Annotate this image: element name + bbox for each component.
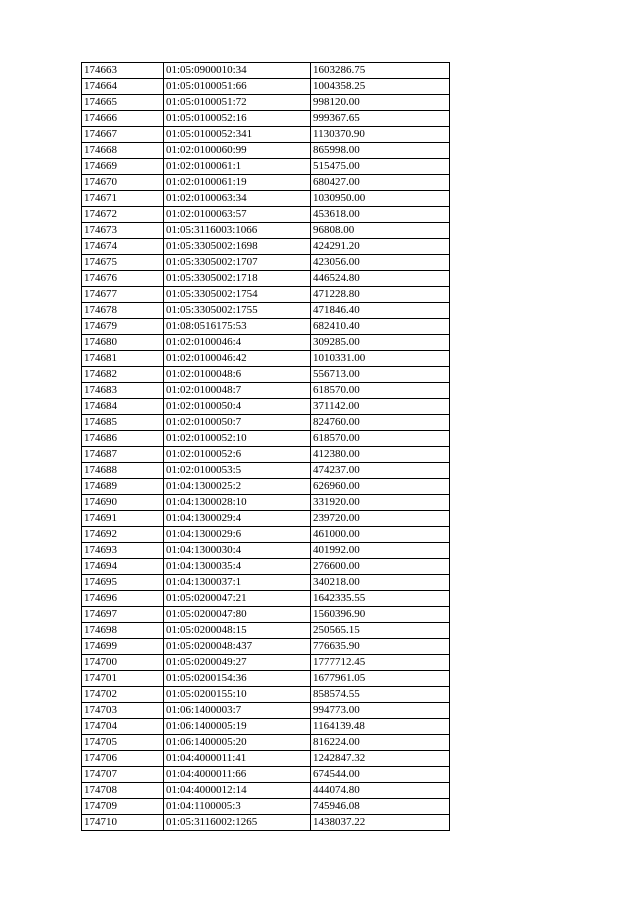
table-row	[82, 239, 450, 255]
table-row	[82, 303, 450, 319]
table-row	[82, 799, 450, 815]
value-cell: 1438037.22	[311, 815, 450, 831]
value-cell: 776635.90	[311, 639, 450, 655]
table-row	[82, 319, 450, 335]
value-cell: 371142.00	[311, 399, 450, 415]
value-cell: 471846.40	[311, 303, 450, 319]
cadastral-number-cell: 01:02:0100063:34	[164, 191, 311, 207]
cadastral-number-cell: 01:02:0100050:4	[164, 399, 311, 415]
value-cell: 250565.15	[311, 623, 450, 639]
cadastral-number-cell: 01:04:4000011:41	[164, 751, 311, 767]
cadastral-number-cell: 01:05:0200048:437	[164, 639, 311, 655]
cadastral-number-cell: 01:05:3305002:1698	[164, 239, 311, 255]
row-number-cell: 174668	[82, 143, 164, 159]
value-cell: 412380.00	[311, 447, 450, 463]
value-cell: 453618.00	[311, 207, 450, 223]
cadastral-number-cell: 01:05:0200155:10	[164, 687, 311, 703]
table-row	[82, 511, 450, 527]
value-cell: 999367.65	[311, 111, 450, 127]
cadastral-number-cell: 01:04:1300025:2	[164, 479, 311, 495]
document-page	[81, 62, 449, 831]
row-number-cell: 174666	[82, 111, 164, 127]
table-row	[82, 447, 450, 463]
value-cell: 96808.00	[311, 223, 450, 239]
cadastral-number-cell: 01:05:0200154:36	[164, 671, 311, 687]
value-cell: 682410.40	[311, 319, 450, 335]
value-cell: 239720.00	[311, 511, 450, 527]
row-number-cell: 174681	[82, 351, 164, 367]
value-cell: 446524.80	[311, 271, 450, 287]
cadastral-number-cell: 01:05:0200048:15	[164, 623, 311, 639]
table-row	[82, 111, 450, 127]
cadastral-number-cell: 01:05:0100052:341	[164, 127, 311, 143]
cadastral-number-cell: 01:02:0100052:6	[164, 447, 311, 463]
cadastral-number-cell: 01:02:0100048:6	[164, 367, 311, 383]
value-cell: 424291.20	[311, 239, 450, 255]
table-row	[82, 591, 450, 607]
row-number-cell: 174704	[82, 719, 164, 735]
row-number-cell: 174670	[82, 175, 164, 191]
cadastral-number-cell: 01:05:3305002:1754	[164, 287, 311, 303]
value-cell: 1010331.00	[311, 351, 450, 367]
row-number-cell: 174693	[82, 543, 164, 559]
table-row	[82, 415, 450, 431]
cadastral-number-cell: 01:05:3116003:1066	[164, 223, 311, 239]
row-number-cell: 174698	[82, 623, 164, 639]
value-cell: 998120.00	[311, 95, 450, 111]
row-number-cell: 174672	[82, 207, 164, 223]
value-cell: 618570.00	[311, 383, 450, 399]
table-row	[82, 63, 450, 79]
value-cell: 276600.00	[311, 559, 450, 575]
row-number-cell: 174710	[82, 815, 164, 831]
table-row	[82, 159, 450, 175]
row-number-cell: 174671	[82, 191, 164, 207]
cadastral-number-cell: 01:06:1400005:20	[164, 735, 311, 751]
row-number-cell: 174688	[82, 463, 164, 479]
cadastral-number-cell: 01:05:3305002:1755	[164, 303, 311, 319]
cadastral-number-cell: 01:02:0100046:4	[164, 335, 311, 351]
cadastral-number-cell: 01:02:0100050:7	[164, 415, 311, 431]
cadastral-number-cell: 01:02:0100061:19	[164, 175, 311, 191]
table-row	[82, 671, 450, 687]
cadastral-number-cell: 01:05:0200047:21	[164, 591, 311, 607]
row-number-cell: 174707	[82, 767, 164, 783]
row-number-cell: 174694	[82, 559, 164, 575]
table-row	[82, 79, 450, 95]
value-cell: 1603286.75	[311, 63, 450, 79]
row-number-cell: 174706	[82, 751, 164, 767]
cadastral-number-cell: 01:02:0100061:1	[164, 159, 311, 175]
row-number-cell: 174699	[82, 639, 164, 655]
table-row	[82, 479, 450, 495]
row-number-cell: 174709	[82, 799, 164, 815]
table-row	[82, 255, 450, 271]
cadastral-number-cell: 01:02:0100046:42	[164, 351, 311, 367]
table-row	[82, 271, 450, 287]
row-number-cell: 174691	[82, 511, 164, 527]
value-cell: 1030950.00	[311, 191, 450, 207]
table-row	[82, 687, 450, 703]
cadastral-number-cell: 01:05:0100051:66	[164, 79, 311, 95]
row-number-cell: 174669	[82, 159, 164, 175]
value-cell: 816224.00	[311, 735, 450, 751]
row-number-cell: 174685	[82, 415, 164, 431]
value-cell: 444074.80	[311, 783, 450, 799]
value-cell: 1242847.32	[311, 751, 450, 767]
value-cell: 618570.00	[311, 431, 450, 447]
table-row	[82, 815, 450, 831]
table-row	[82, 175, 450, 191]
table-row	[82, 639, 450, 655]
table-row	[82, 127, 450, 143]
cadastral-number-cell: 01:02:0100053:5	[164, 463, 311, 479]
row-number-cell: 174708	[82, 783, 164, 799]
row-number-cell: 174689	[82, 479, 164, 495]
table-body	[82, 63, 450, 831]
value-cell: 423056.00	[311, 255, 450, 271]
row-number-cell: 174701	[82, 671, 164, 687]
row-number-cell: 174675	[82, 255, 164, 271]
row-number-cell: 174673	[82, 223, 164, 239]
table-row	[82, 575, 450, 591]
table-row	[82, 655, 450, 671]
table-row	[82, 543, 450, 559]
value-cell: 331920.00	[311, 495, 450, 511]
cadastral-number-cell: 01:05:0100052:16	[164, 111, 311, 127]
table-row	[82, 287, 450, 303]
table-row	[82, 607, 450, 623]
table-row	[82, 367, 450, 383]
cadastral-number-cell: 01:04:4000011:66	[164, 767, 311, 783]
value-cell: 858574.55	[311, 687, 450, 703]
table-row	[82, 335, 450, 351]
table-row	[82, 703, 450, 719]
row-number-cell: 174690	[82, 495, 164, 511]
value-cell: 474237.00	[311, 463, 450, 479]
table-row	[82, 383, 450, 399]
cadastral-value-table	[81, 62, 450, 831]
cadastral-number-cell: 01:04:1300029:4	[164, 511, 311, 527]
value-cell: 309285.00	[311, 335, 450, 351]
value-cell: 401992.00	[311, 543, 450, 559]
cadastral-number-cell: 01:04:1100005:3	[164, 799, 311, 815]
table-row	[82, 399, 450, 415]
row-number-cell: 174686	[82, 431, 164, 447]
value-cell: 1004358.25	[311, 79, 450, 95]
row-number-cell: 174697	[82, 607, 164, 623]
row-number-cell: 174687	[82, 447, 164, 463]
row-number-cell: 174683	[82, 383, 164, 399]
cadastral-number-cell: 01:04:4000012:14	[164, 783, 311, 799]
value-cell: 824760.00	[311, 415, 450, 431]
table-row	[82, 143, 450, 159]
table-row	[82, 95, 450, 111]
value-cell: 1677961.05	[311, 671, 450, 687]
value-cell: 1642335.55	[311, 591, 450, 607]
value-cell: 471228.80	[311, 287, 450, 303]
value-cell: 626960.00	[311, 479, 450, 495]
row-number-cell: 174684	[82, 399, 164, 415]
cadastral-number-cell: 01:05:3305002:1707	[164, 255, 311, 271]
cadastral-number-cell: 01:04:1300028:10	[164, 495, 311, 511]
value-cell: 556713.00	[311, 367, 450, 383]
value-cell: 994773.00	[311, 703, 450, 719]
row-number-cell: 174676	[82, 271, 164, 287]
table-row	[82, 767, 450, 783]
row-number-cell: 174667	[82, 127, 164, 143]
table-row	[82, 431, 450, 447]
table-row	[82, 463, 450, 479]
cadastral-number-cell: 01:05:0100051:72	[164, 95, 311, 111]
cadastral-number-cell: 01:02:0100052:10	[164, 431, 311, 447]
cadastral-number-cell: 01:05:0200047:80	[164, 607, 311, 623]
value-cell: 745946.08	[311, 799, 450, 815]
row-number-cell: 174692	[82, 527, 164, 543]
table-row	[82, 351, 450, 367]
table-row	[82, 191, 450, 207]
cadastral-number-cell: 01:02:0100060:99	[164, 143, 311, 159]
value-cell: 1164139.48	[311, 719, 450, 735]
value-cell: 674544.00	[311, 767, 450, 783]
table-row	[82, 207, 450, 223]
value-cell: 865998.00	[311, 143, 450, 159]
cadastral-number-cell: 01:04:1300029:6	[164, 527, 311, 543]
cadastral-number-cell: 01:06:1400003:7	[164, 703, 311, 719]
row-number-cell: 174682	[82, 367, 164, 383]
table-row	[82, 495, 450, 511]
cadastral-number-cell: 01:05:3116002:1265	[164, 815, 311, 831]
value-cell: 1560396.90	[311, 607, 450, 623]
row-number-cell: 174703	[82, 703, 164, 719]
table-row	[82, 719, 450, 735]
row-number-cell: 174663	[82, 63, 164, 79]
row-number-cell: 174679	[82, 319, 164, 335]
table-row	[82, 783, 450, 799]
row-number-cell: 174696	[82, 591, 164, 607]
cadastral-number-cell: 01:08:0516175:53	[164, 319, 311, 335]
cadastral-number-cell: 01:02:0100063:57	[164, 207, 311, 223]
row-number-cell: 174695	[82, 575, 164, 591]
row-number-cell: 174705	[82, 735, 164, 751]
row-number-cell: 174664	[82, 79, 164, 95]
table-row	[82, 559, 450, 575]
value-cell: 515475.00	[311, 159, 450, 175]
cadastral-number-cell: 01:05:0900010:34	[164, 63, 311, 79]
table-row	[82, 623, 450, 639]
cadastral-number-cell: 01:05:3305002:1718	[164, 271, 311, 287]
value-cell: 1777712.45	[311, 655, 450, 671]
value-cell: 680427.00	[311, 175, 450, 191]
value-cell: 461000.00	[311, 527, 450, 543]
value-cell: 1130370.90	[311, 127, 450, 143]
value-cell: 340218.00	[311, 575, 450, 591]
cadastral-number-cell: 01:05:0200049:27	[164, 655, 311, 671]
table-row	[82, 527, 450, 543]
table-row	[82, 223, 450, 239]
table-row	[82, 735, 450, 751]
cadastral-number-cell: 01:02:0100048:7	[164, 383, 311, 399]
row-number-cell: 174674	[82, 239, 164, 255]
cadastral-number-cell: 01:06:1400005:19	[164, 719, 311, 735]
row-number-cell: 174677	[82, 287, 164, 303]
table-row	[82, 751, 450, 767]
cadastral-number-cell: 01:04:1300037:1	[164, 575, 311, 591]
row-number-cell: 174680	[82, 335, 164, 351]
cadastral-number-cell: 01:04:1300030:4	[164, 543, 311, 559]
row-number-cell: 174702	[82, 687, 164, 703]
row-number-cell: 174678	[82, 303, 164, 319]
row-number-cell: 174665	[82, 95, 164, 111]
row-number-cell: 174700	[82, 655, 164, 671]
cadastral-number-cell: 01:04:1300035:4	[164, 559, 311, 575]
